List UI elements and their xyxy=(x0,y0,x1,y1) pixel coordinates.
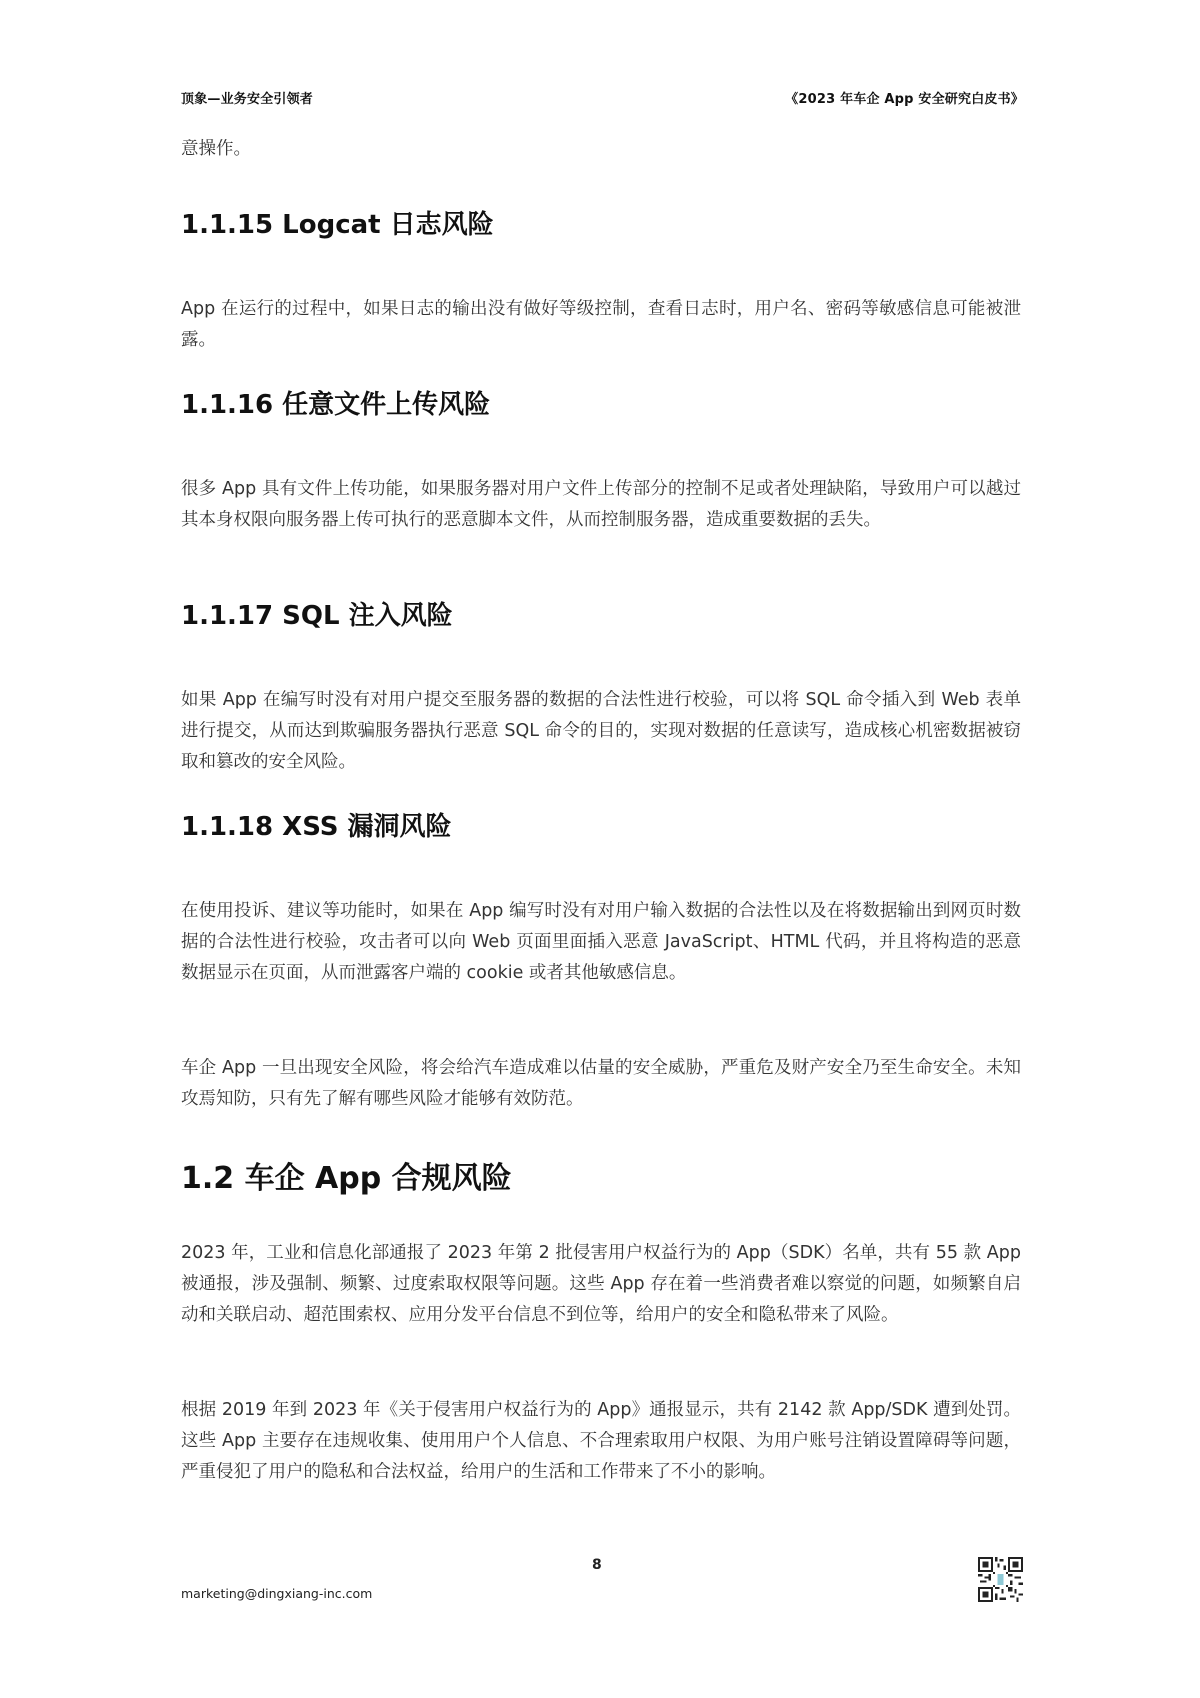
heading-1-1-17: 1.1.17 SQL 注入风险 xyxy=(181,601,453,631)
header-document-title: 《2023 年车企 App 安全研究白皮书》 xyxy=(785,92,1024,107)
continuation-paragraph: 意操作。 xyxy=(181,139,251,159)
paragraph-file-upload: 很多 App 具有文件上传功能，如果服务器对用户文件上传部分的控制不足或者处理缺陷，导致用户可以越过其本身权限向服务器上传可执行的恶意脚本文件，从而控制服务器，造成重要数据的丢失。 xyxy=(181,479,1021,530)
heading-1-1-16: 1.1.16 任意文件上传风险 xyxy=(181,390,491,420)
heading-1-1-18: 1.1.18 XSS 漏洞风险 xyxy=(181,812,452,842)
paragraph-xss: 在使用投诉、建议等功能时，如果在 App 编写时没有对用户输入数据的合法性以及在将数据输出到网页时数据的合法性进行校验，攻击者可以向 Web 页面里面插入恶意 JavaScript、HTML 代码，并且将构造的恶意数据显示在页面，从而泄露客户端的 cookie 或者其他敏感信息。 xyxy=(181,901,1021,983)
header-company-slogan: 顶象—业务安全引领者 xyxy=(181,92,314,107)
heading-1-1-15: 1.1.15 Logcat 日志风险 xyxy=(181,210,494,240)
paragraph-risk-summary: 车企 App 一旦出现安全风险，将会给汽车造成难以估量的安全威胁，严重危及财产安全乃至生命安全。未知攻焉知防，只有先了解有哪些风险才能够有效防范。 xyxy=(181,1058,1021,1109)
footer-email: marketing@dingxiang-inc.com xyxy=(181,1586,373,1601)
page-number: 8 xyxy=(592,1557,602,1573)
paragraph-penalty-stats: 根据 2019 年到 2023 年《关于侵害用户权益行为的 App》通报显示，共有 2142 款 App/SDK 遭到处罚。这些 App 主要存在违规收集、使用用户个人信息、不合理索取用户权限、为用户账号注销设置障碍等问题，严重侵犯了用户的隐私和合法权益，给用户的生活和工作带来了不小的影响。 xyxy=(181,1400,1021,1482)
paragraph-sql-injection: 如果 App 在编写时没有对用户提交至服务器的数据的合法性进行校验，可以将 SQL 命令插入到 Web 表单进行提交，从而达到欺骗服务器执行恶意 SQL 命令的目的，实现对数据的任意读写，造成核心机密数据被窃取和篡改的安全风险。 xyxy=(181,690,1021,772)
qr-code-icon xyxy=(978,1557,1023,1602)
paragraph-miit-report: 2023 年，工业和信息化部通报了 2023 年第 2 批侵害用户权益行为的 App（SDK）名单，共有 55 款 App 被通报，涉及强制、频繁、过度索取权限等问题。这些 App 存在着一些消费者难以察觉的问题，如频繁自启动和关联启动、超范围索权、应用分发平台信息不到位等，给用户的安全和隐私带来了风险。 xyxy=(181,1243,1021,1325)
heading-1-2: 1.2 车企 App 合规风险 xyxy=(181,1161,512,1196)
paragraph-logcat: App 在运行的过程中，如果日志的输出没有做好等级控制，查看日志时，用户名、密码等敏感信息可能被泄露。 xyxy=(181,299,1021,350)
